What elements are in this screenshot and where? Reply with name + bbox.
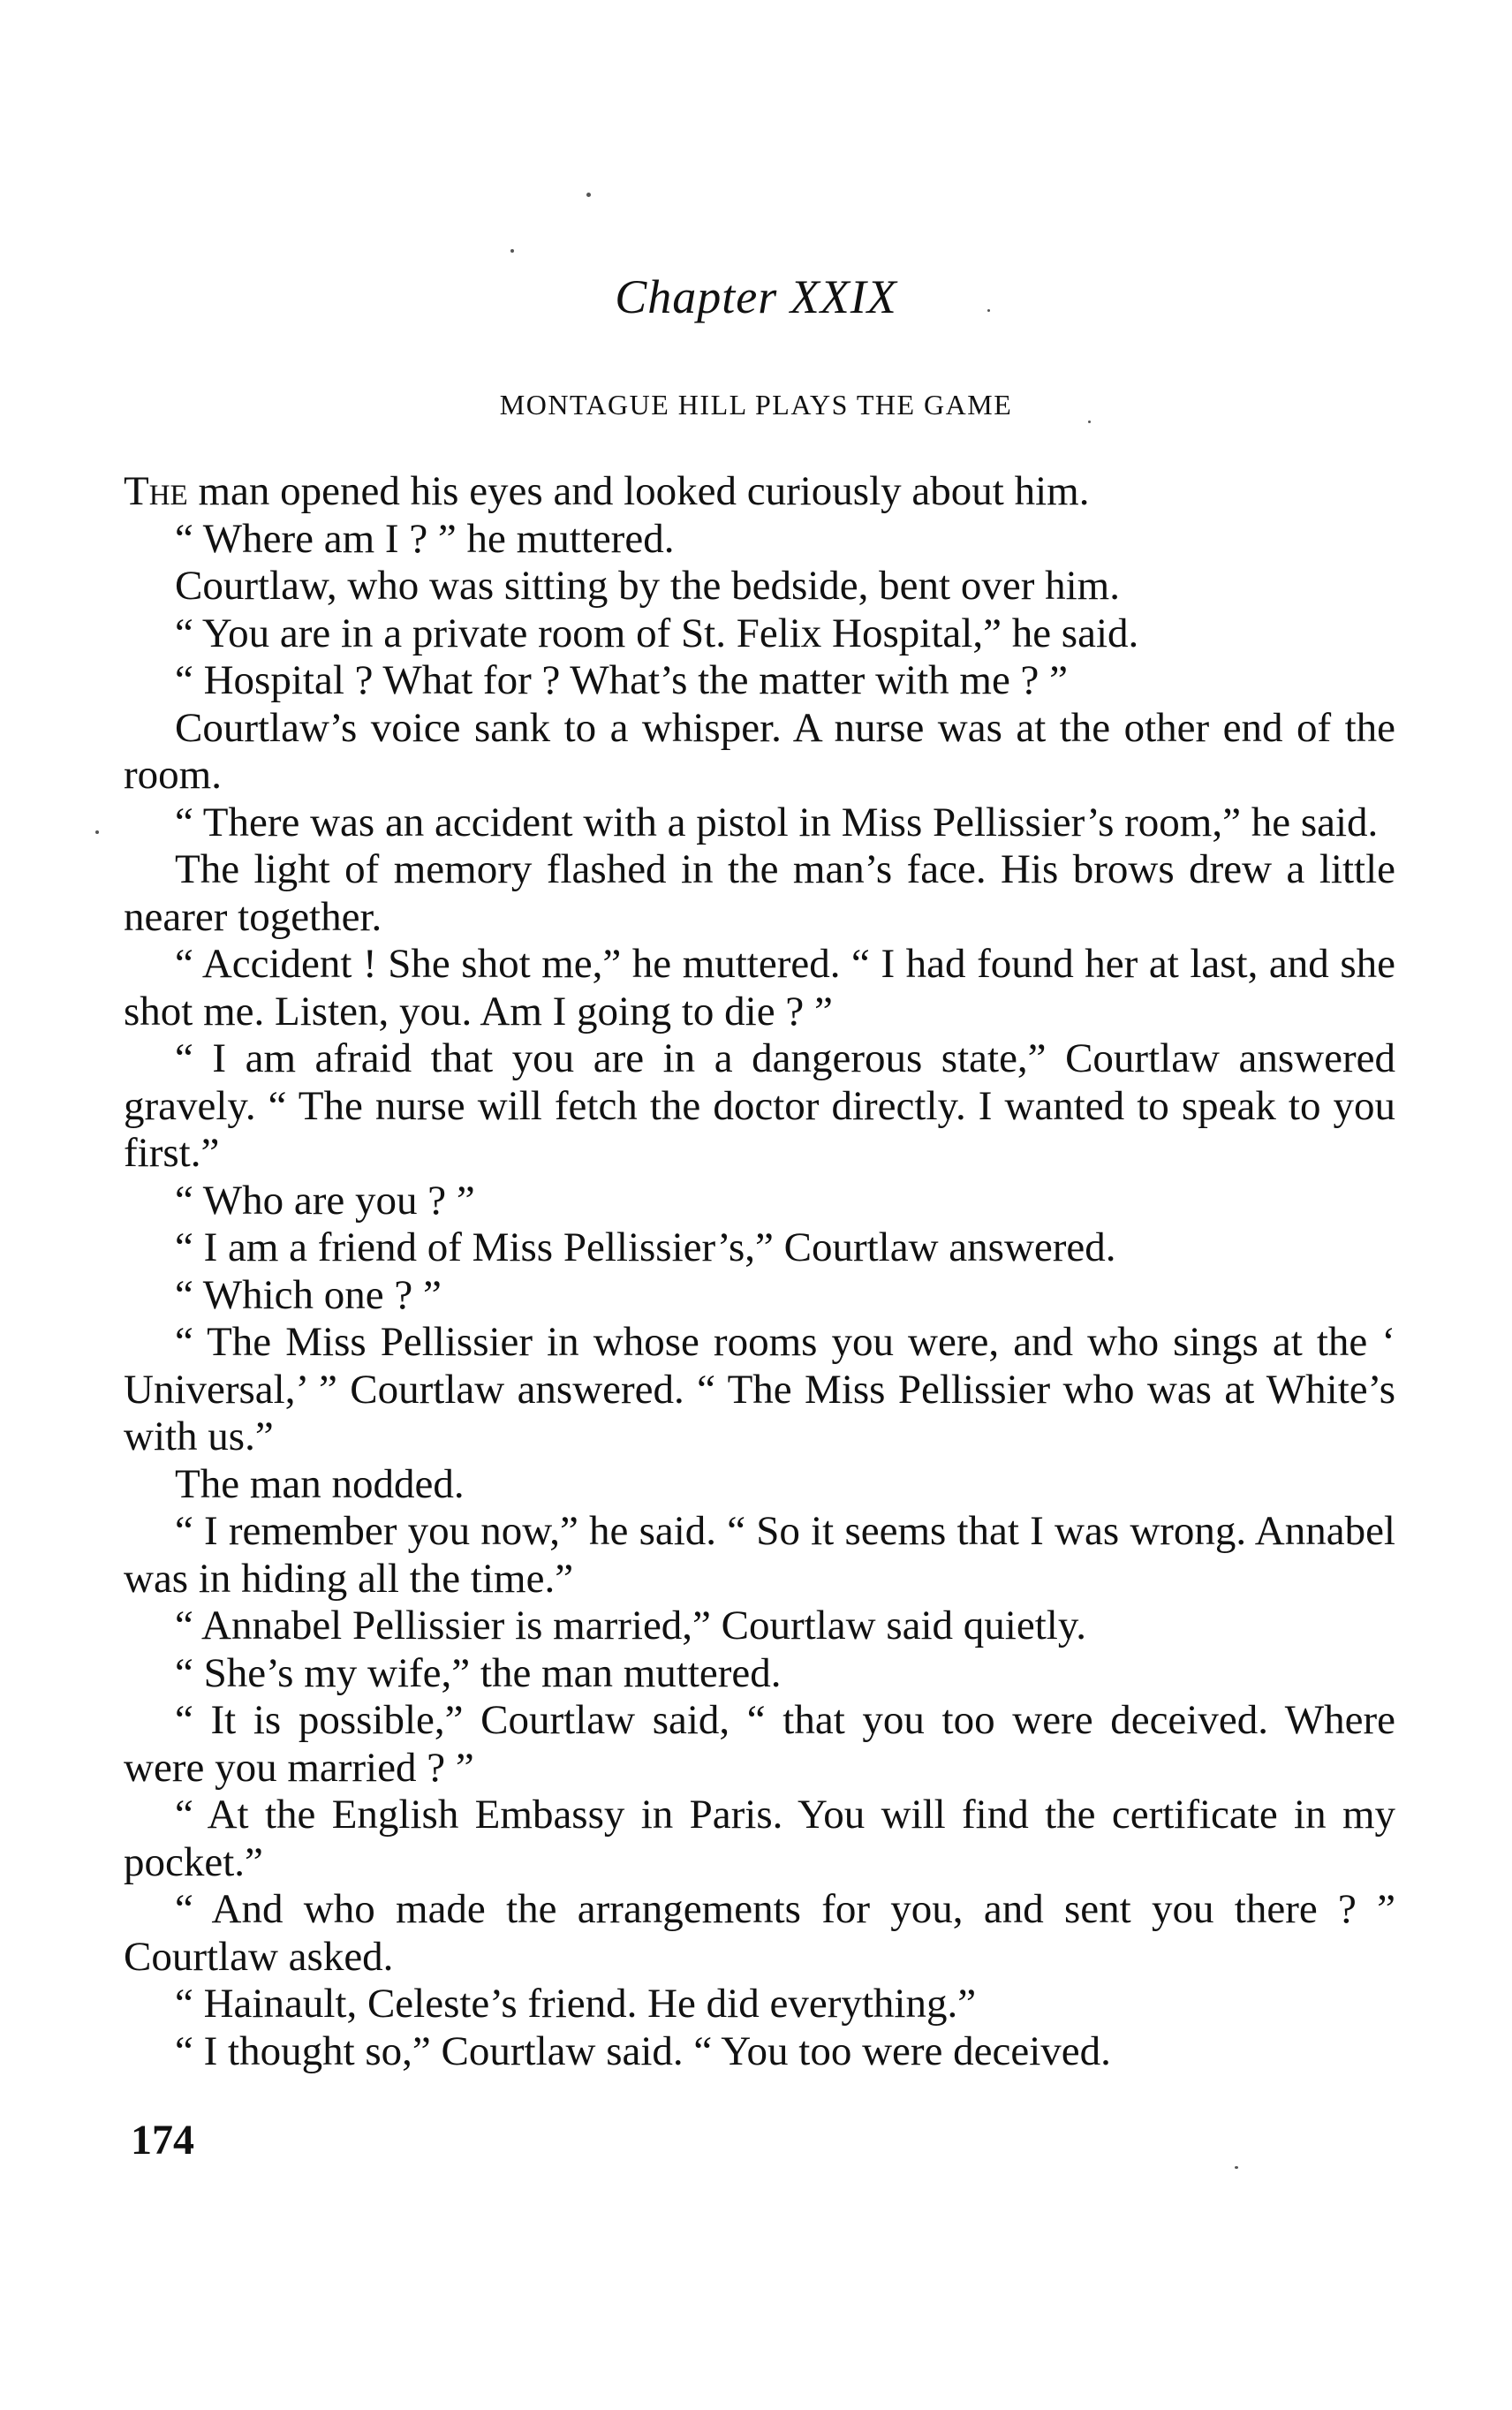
paragraph: “ She’s my wife,” the man muttered. bbox=[175, 1649, 782, 1696]
paragraph: “ Which one ? ” bbox=[175, 1271, 442, 1318]
paragraph: The man nodded. bbox=[175, 1460, 465, 1507]
paragraph: “ Accident ! She shot me,” he muttered. “ I had found her at last, and she shot me. Listen, you. Am I going to die ? ” bbox=[124, 941, 1395, 1034]
paragraph: The light of memory flashed in the man’s face. His brows drew a little nearer together. bbox=[124, 846, 1395, 940]
paragraph: “ Hospital ? What for ? What’s the matter with me ? ” bbox=[175, 657, 1069, 703]
opening-paragraph-rest: man opened his eyes and looked curiously about him. bbox=[187, 468, 1090, 514]
paragraph: “ It is possible,” Courtlaw said, “ that you too were deceived. Where were you married ? ” bbox=[124, 1697, 1395, 1791]
paragraph: “ Who are you ? ” bbox=[175, 1177, 475, 1224]
paragraph: “ I remember you now,” he said. “ So it seems that I was wrong. Annabel was in hiding all the time.” bbox=[124, 1508, 1395, 1602]
print-speck bbox=[95, 830, 99, 834]
paragraph: “ You are in a private room of St. Felix Hospital,” he said. bbox=[175, 610, 1139, 656]
print-speck bbox=[510, 249, 514, 253]
print-speck bbox=[586, 193, 591, 197]
paragraph: “ Annabel Pellissier is married,” Courtlaw said quietly. bbox=[175, 1603, 1087, 1648]
paragraph: “ And who made the arrangements for you, and sent you there ? ” Courtlaw asked. bbox=[124, 1886, 1395, 1980]
paragraph: “ The Miss Pellissier in whose rooms you were, and who sings at the ‘ Universal,’ ” Courtlaw answered. “ The Miss Pellissier who was at White’s with us.” bbox=[124, 1319, 1395, 1459]
opening-word: The bbox=[124, 468, 188, 514]
paragraph: “ At the English Embassy in Paris. You will find the certificate in my pocket.” bbox=[124, 1792, 1395, 1885]
opening-paragraph bbox=[124, 468, 1395, 516]
paragraph: “ There was an accident with a pistol in Miss Pellissier’s room,” he said. bbox=[175, 799, 1379, 845]
body-text bbox=[124, 468, 1395, 2075]
paragraph: Courtlaw, who was sitting by the bedside, bent over him. bbox=[175, 563, 1120, 609]
paragraph: “ I thought so,” Courtlaw said. “ You too were deceived. bbox=[175, 2027, 1111, 2074]
paragraph: “ I am a friend of Miss Pellissier’s,” Courtlaw answered. bbox=[175, 1224, 1116, 1270]
print-speck bbox=[1235, 2166, 1238, 2169]
chapter-subtitle: MONTAGUE HILL PLAYS THE GAME bbox=[499, 389, 1013, 421]
page-number: 174 bbox=[131, 2117, 194, 2164]
paragraph: “ I am afraid that you are in a dangerous state,” Courtlaw answered gravely. “ The nurse will fetch the doctor directly. I wanted to speak to you first.” bbox=[124, 1035, 1395, 1176]
chapter-title: Chapter XXIX bbox=[615, 270, 897, 323]
paragraph: “ Where am I ? ” he muttered. bbox=[175, 515, 675, 562]
paragraph: Courtlaw’s voice sank to a whisper. A nurse was at the other end of the room. bbox=[124, 704, 1395, 798]
paragraph: “ Hainault, Celeste’s friend. He did everything.” bbox=[175, 1981, 977, 2027]
